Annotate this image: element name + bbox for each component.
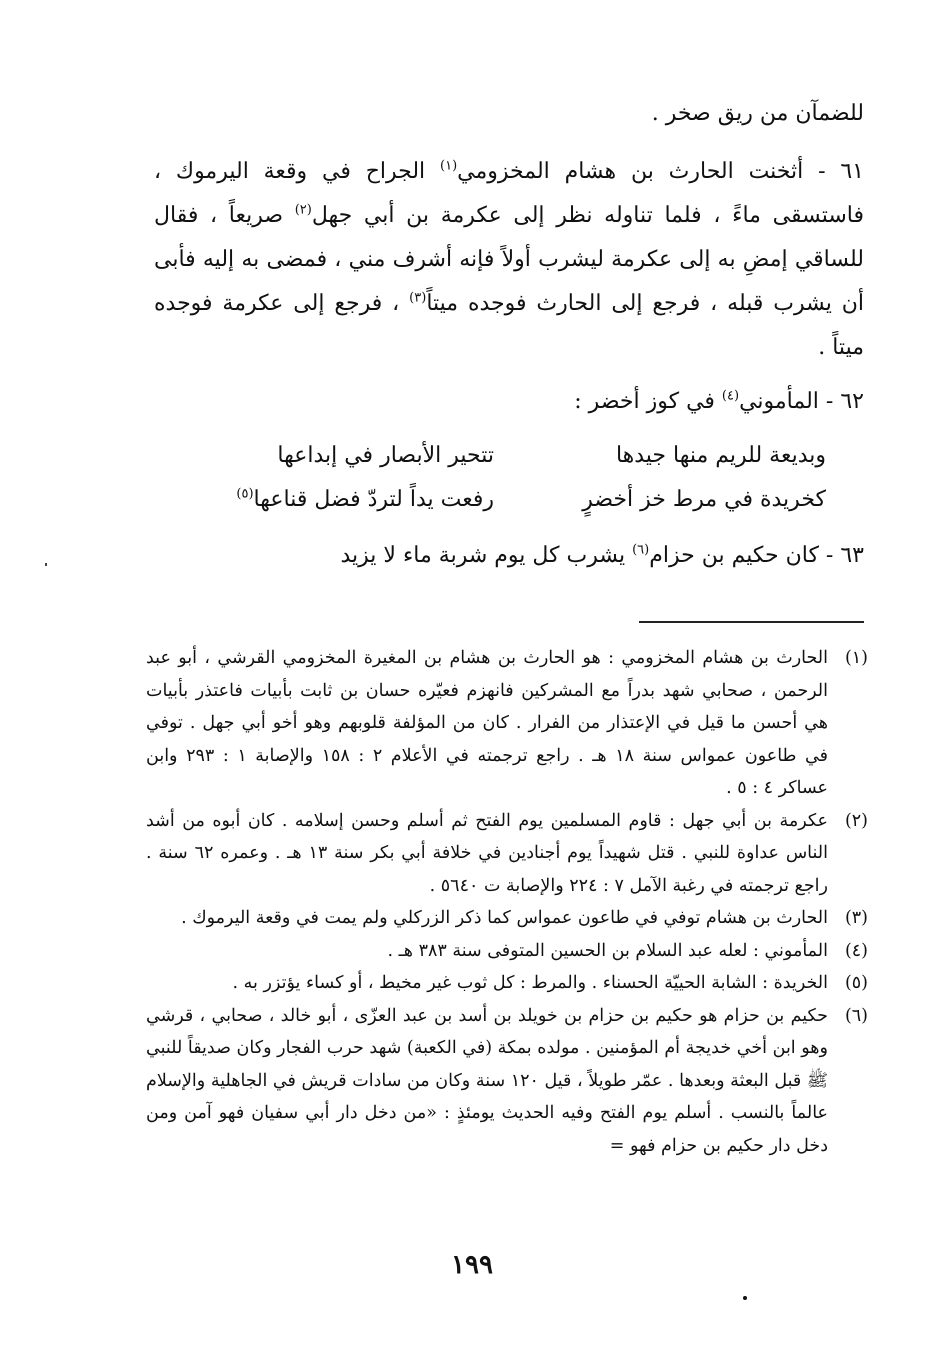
footnote-separator bbox=[639, 621, 864, 623]
footnote-text: الخريدة : الشابة الحييّة الحسناء . والمرط : كل ثوب غير مخيط ، أو كساء يؤتزر به . bbox=[232, 973, 828, 993]
footnote-text: المأموني : لعله عبد السلام بن الحسين المتوفى سنة ٣٨٣ هـ . bbox=[387, 940, 828, 961]
poem-line bbox=[154, 434, 864, 478]
page-number: ١٩٩ bbox=[451, 1250, 493, 1280]
footnote bbox=[146, 902, 868, 935]
footnote-number: (٥) bbox=[844, 973, 868, 993]
footnote-number: (٣) bbox=[844, 908, 868, 928]
paragraph-text: في كوز أخضر : bbox=[574, 389, 715, 414]
paragraph-63 bbox=[154, 534, 864, 578]
poem-line bbox=[154, 478, 864, 522]
footnote-number: (٦) bbox=[844, 1005, 868, 1026]
footnote bbox=[146, 967, 868, 1000]
paragraph-text: كان حكيم بن حزام bbox=[649, 543, 819, 568]
line-continuation bbox=[154, 92, 864, 136]
paragraph-text: يشرب كل يوم شربة ماء لا يزيد bbox=[340, 543, 626, 568]
footnote bbox=[146, 935, 868, 968]
poem-text: رفعت يداً لتردّ فضل قناعها bbox=[253, 487, 494, 512]
poem-hemistich bbox=[194, 478, 494, 522]
continuation-text: للضمآن من ريق صخر . bbox=[651, 101, 864, 126]
footnote-text: حكيم بن حزام هو حكيم بن حزام بن خويلد بن أسد بن عبد العزّى ، أبو خالد ، صحابي ، قرشي وهو ابن أخي خديجة أم المؤمنين . مولده بمكة (في الكعبة) شهد حرب الفجار وكان صديقاً للنبي ﷺ قبل البعثة وبعدها . عمّر طويلاً ، قيل ١٢٠ سنة وكان من سادات قريش في الجاهلية والإسلام عالماً بالنسب . أسلم يوم الفتح وفيه الحديث يومئذٍ : «من دخل دار أبي سفيان فهو آمن ومن دخل دار حكيم بن حزام فهو = bbox=[146, 1005, 828, 1156]
footnote-number: (١) bbox=[844, 648, 868, 668]
paragraph-text: الجراح في وقعة اليرموك ، فاستسقى ماءً ، فلما تناوله نظر إلى عكرمة بن أبي جهل bbox=[154, 159, 864, 228]
footnote bbox=[146, 805, 868, 903]
paragraph-62 bbox=[154, 380, 864, 424]
footnote bbox=[146, 642, 868, 805]
footnote-ref[interactable]: (٦) bbox=[632, 542, 650, 558]
paragraph-text: أثخنت الحارث بن هشام المخزومي bbox=[457, 159, 804, 184]
paragraph-text: صريعاً ، فقال للساقي إمضِ به إلى عكرمة ليشرب أولاً فإنه أشرف مني ، فمضى به إليه فأبى أن يشرب قبله ، فرجع إلى الحارث فوجده ميتاً bbox=[154, 203, 865, 316]
footnote bbox=[146, 1000, 868, 1163]
poem-hemistich: وبديعة للريم منها جيدها bbox=[615, 443, 826, 468]
footnote-ref[interactable]: (٤) bbox=[721, 388, 740, 404]
paragraph-61 bbox=[154, 150, 864, 370]
paragraph-number: ٦٢ - bbox=[825, 389, 864, 414]
footnote-text: عكرمة بن أبي جهل : قاوم المسلمين يوم الفتح ثم أسلم وحسن إسلامه . كان أبوه من أشد الناس عداوة للنبي . قتل شهيداً يوم أجنادين في خلافة أبي بكر سنة ١٣ هـ . وعمره ٦٢ سنة . راجع ترجمته في رغبة الآمل ٧ : ٢٢٤ والإصابة ت ٥٦٤٠ . bbox=[146, 810, 828, 896]
footnote-ref[interactable]: (٢) bbox=[294, 202, 312, 218]
footnote-ref[interactable]: (١) bbox=[440, 158, 458, 174]
footnote-text: الحارث بن هشام المخزومي : هو الحارث بن هشام بن المغيرة المخزومي القرشي ، أبو عبد الرحمن ، صحابي شهد بدراً مع المشركين فانهزم فعيّره حسان بن ثابت بأبيات فاعتذر بأبيات هي أحسن ما قيل في الإعتذار من الفرار . كان من المؤلفة قلوبهم وهو أخو أبي جهل . توفي في طاعون عمواس سنة ١٨ هـ . راجع ترجمته في الأعلام ٢ : ١٥٨ والإصابة ١ : ٢٩٣ وابن عساكر ٤ : ٥ . bbox=[146, 648, 828, 798]
footnote-ref[interactable]: (٣) bbox=[409, 290, 427, 306]
paragraph-number: ٦٣ - bbox=[825, 543, 864, 568]
footnote-number: (٤) bbox=[844, 940, 868, 961]
paragraph-text: ، فرجع إلى عكرمة فوجده ميتاً . bbox=[154, 291, 864, 360]
poem-hemistich: تتحير الأبصار في إبداعها bbox=[277, 443, 494, 468]
footnote-number: (٢) bbox=[844, 810, 868, 831]
main-text bbox=[154, 92, 864, 588]
scan-dot bbox=[743, 1296, 747, 1300]
footnote-text: الحارث بن هشام توفي في طاعون عمواس كما ذكر الزركلي ولم يمت في وقعة اليرموك . bbox=[181, 908, 828, 928]
scan-speck bbox=[45, 563, 47, 566]
poem bbox=[154, 434, 864, 522]
paragraph-number: ٦١ - bbox=[818, 159, 864, 184]
footnotes bbox=[146, 642, 868, 1162]
paragraph-text: المأموني bbox=[739, 389, 819, 414]
footnote-ref[interactable]: (٥) bbox=[236, 486, 254, 502]
poem-hemistich: كخريدة في مرط خز أخضرٍ bbox=[582, 487, 826, 512]
